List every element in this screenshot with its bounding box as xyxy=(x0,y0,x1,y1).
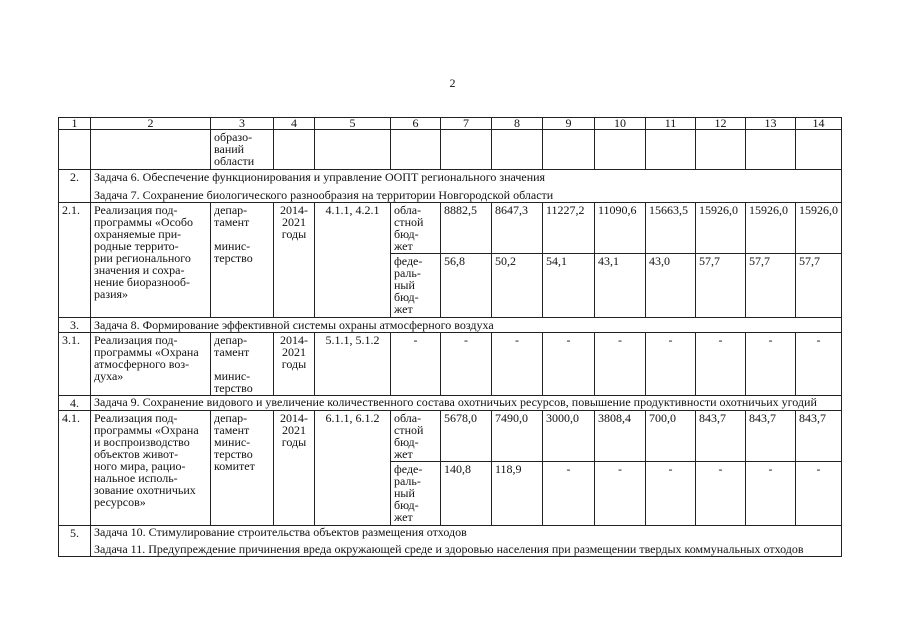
task-cell xyxy=(91,170,842,203)
col-header: 7 xyxy=(441,118,492,130)
col-header: 13 xyxy=(746,118,796,130)
task-cell xyxy=(91,526,842,557)
value-cell: 50,2 xyxy=(492,254,543,318)
section-row xyxy=(59,396,842,411)
target-cell: 5.1.1, 5.1.2 xyxy=(315,333,391,396)
value-cell: 43,1 xyxy=(595,254,646,318)
table-row xyxy=(59,203,842,254)
row-number: 3.1. xyxy=(59,333,91,396)
value-cell: 3808,4 xyxy=(595,411,646,462)
value-cell: - xyxy=(746,462,796,526)
executor-cell: образо- ваний области xyxy=(211,130,274,170)
value-cell: 15926,0 xyxy=(696,203,746,254)
funding-source: обла- стной бюд- жет xyxy=(391,411,441,462)
value-cell: - xyxy=(543,333,595,396)
row-number: 2.1. xyxy=(59,203,91,318)
col-header: 2 xyxy=(91,118,211,130)
task-title: Задача 8. Формирование эффективной системы охраны атмосферного воздуха xyxy=(91,318,842,333)
section-number: 3. xyxy=(59,318,91,333)
col-header: 10 xyxy=(595,118,646,130)
section-number: 2. xyxy=(59,170,91,203)
col-header: 6 xyxy=(391,118,441,130)
col-header: 11 xyxy=(646,118,696,130)
continuation-row xyxy=(59,130,842,170)
value-cell: 843,7 xyxy=(746,411,796,462)
task-title: Задача 6. Обеспечение функционирования и управление ООПТ регионального значения xyxy=(94,170,546,184)
value-cell: 3000,0 xyxy=(543,411,595,462)
funding-source: феде- раль- ный бюд- жет xyxy=(391,254,441,318)
value-cell: - xyxy=(796,462,842,526)
value-cell: 700,0 xyxy=(646,411,696,462)
table-row xyxy=(59,411,842,462)
funding-source: феде- раль- ный бюд- жет xyxy=(391,462,441,526)
value-cell: 15663,5 xyxy=(646,203,696,254)
section-row xyxy=(59,318,842,333)
value-cell: 843,7 xyxy=(696,411,746,462)
section-row xyxy=(59,170,842,203)
period-cell: 2014- 2021 годы xyxy=(274,333,315,396)
col-header: 1 xyxy=(59,118,91,130)
value-cell: 118,9 xyxy=(492,462,543,526)
value-cell: - xyxy=(696,333,746,396)
task-title: Задача 11. Предупреждение причинения вреда окружающей среде и здоровью населения при размещении твердых коммунальных отходов xyxy=(94,542,804,556)
row-number: 4.1. xyxy=(59,411,91,526)
value-cell: - xyxy=(796,333,842,396)
program-name: Реализация под- программы «Особо охраняемые при- родные террито- рии регионального значения и сохра- нение биоразнооб- разия» xyxy=(91,203,211,318)
section-number: 5. xyxy=(59,526,91,557)
value-cell: - xyxy=(746,333,796,396)
value-cell: - xyxy=(696,462,746,526)
value-cell: 57,7 xyxy=(746,254,796,318)
task-title: Задача 7. Сохранение биологического разнообразия на территории Новгородской области xyxy=(94,188,554,202)
value-cell: 843,7 xyxy=(796,411,842,462)
page-number: 2 xyxy=(449,76,456,90)
value-cell: - xyxy=(595,462,646,526)
value-cell: - xyxy=(543,462,595,526)
value-cell: 54,1 xyxy=(543,254,595,318)
col-header: 5 xyxy=(315,118,391,130)
value-cell: 56,8 xyxy=(441,254,492,318)
value-cell: 7490,0 xyxy=(492,411,543,462)
column-number-row xyxy=(59,118,842,130)
funding-source: - xyxy=(391,333,441,396)
value-cell: 11090,6 xyxy=(595,203,646,254)
program-table xyxy=(58,117,842,557)
period-cell: 2014- 2021 годы xyxy=(274,203,315,318)
value-cell: 5678,0 xyxy=(441,411,492,462)
program-name: Реализация под- программы «Охрана и воспроизводство объектов живот- ного мира, рацио- нальное исполь- зование охотничьих ресурсов» xyxy=(91,411,211,526)
task-title: Задача 10. Стимулирование строительства объектов размещения отходов xyxy=(94,525,467,539)
period-cell: 2014- 2021 годы xyxy=(274,411,315,526)
value-cell: - xyxy=(441,333,492,396)
executor-cell: депар- тамент минис- терство комитет xyxy=(211,411,274,526)
value-cell: 8647,3 xyxy=(492,203,543,254)
value-cell: 140,8 xyxy=(441,462,492,526)
target-cell: 6.1.1, 6.1.2 xyxy=(315,411,391,526)
value-cell: 8882,5 xyxy=(441,203,492,254)
program-name: Реализация под- программы «Охрана атмосферного воз- духа» xyxy=(91,333,211,396)
value-cell: 57,7 xyxy=(696,254,746,318)
executor-cell: депар- тамент минис- терство xyxy=(211,203,274,318)
value-cell: - xyxy=(492,333,543,396)
section-number: 4. xyxy=(59,396,91,411)
value-cell: - xyxy=(595,333,646,396)
value-cell: 57,7 xyxy=(796,254,842,318)
value-cell: 15926,0 xyxy=(796,203,842,254)
task-title: Задача 9. Сохранение видового и увеличение количественного состава охотничьих ресурсов, повышение продуктивности охотничьих угодий xyxy=(91,396,842,411)
value-cell: - xyxy=(646,333,696,396)
target-cell: 4.1.1, 4.2.1 xyxy=(315,203,391,318)
col-header: 12 xyxy=(696,118,746,130)
value-cell: 15926,0 xyxy=(746,203,796,254)
value-cell: 11227,2 xyxy=(543,203,595,254)
col-header: 4 xyxy=(274,118,315,130)
executor-cell: депар- тамент минис- терство xyxy=(211,333,274,396)
value-cell: 43,0 xyxy=(646,254,696,318)
table-row xyxy=(59,333,842,396)
col-header: 9 xyxy=(543,118,595,130)
col-header: 14 xyxy=(796,118,842,130)
section-row xyxy=(59,526,842,557)
col-header: 8 xyxy=(492,118,543,130)
col-header: 3 xyxy=(211,118,274,130)
value-cell: - xyxy=(646,462,696,526)
funding-source: обла- стной бюд- жет xyxy=(391,203,441,254)
